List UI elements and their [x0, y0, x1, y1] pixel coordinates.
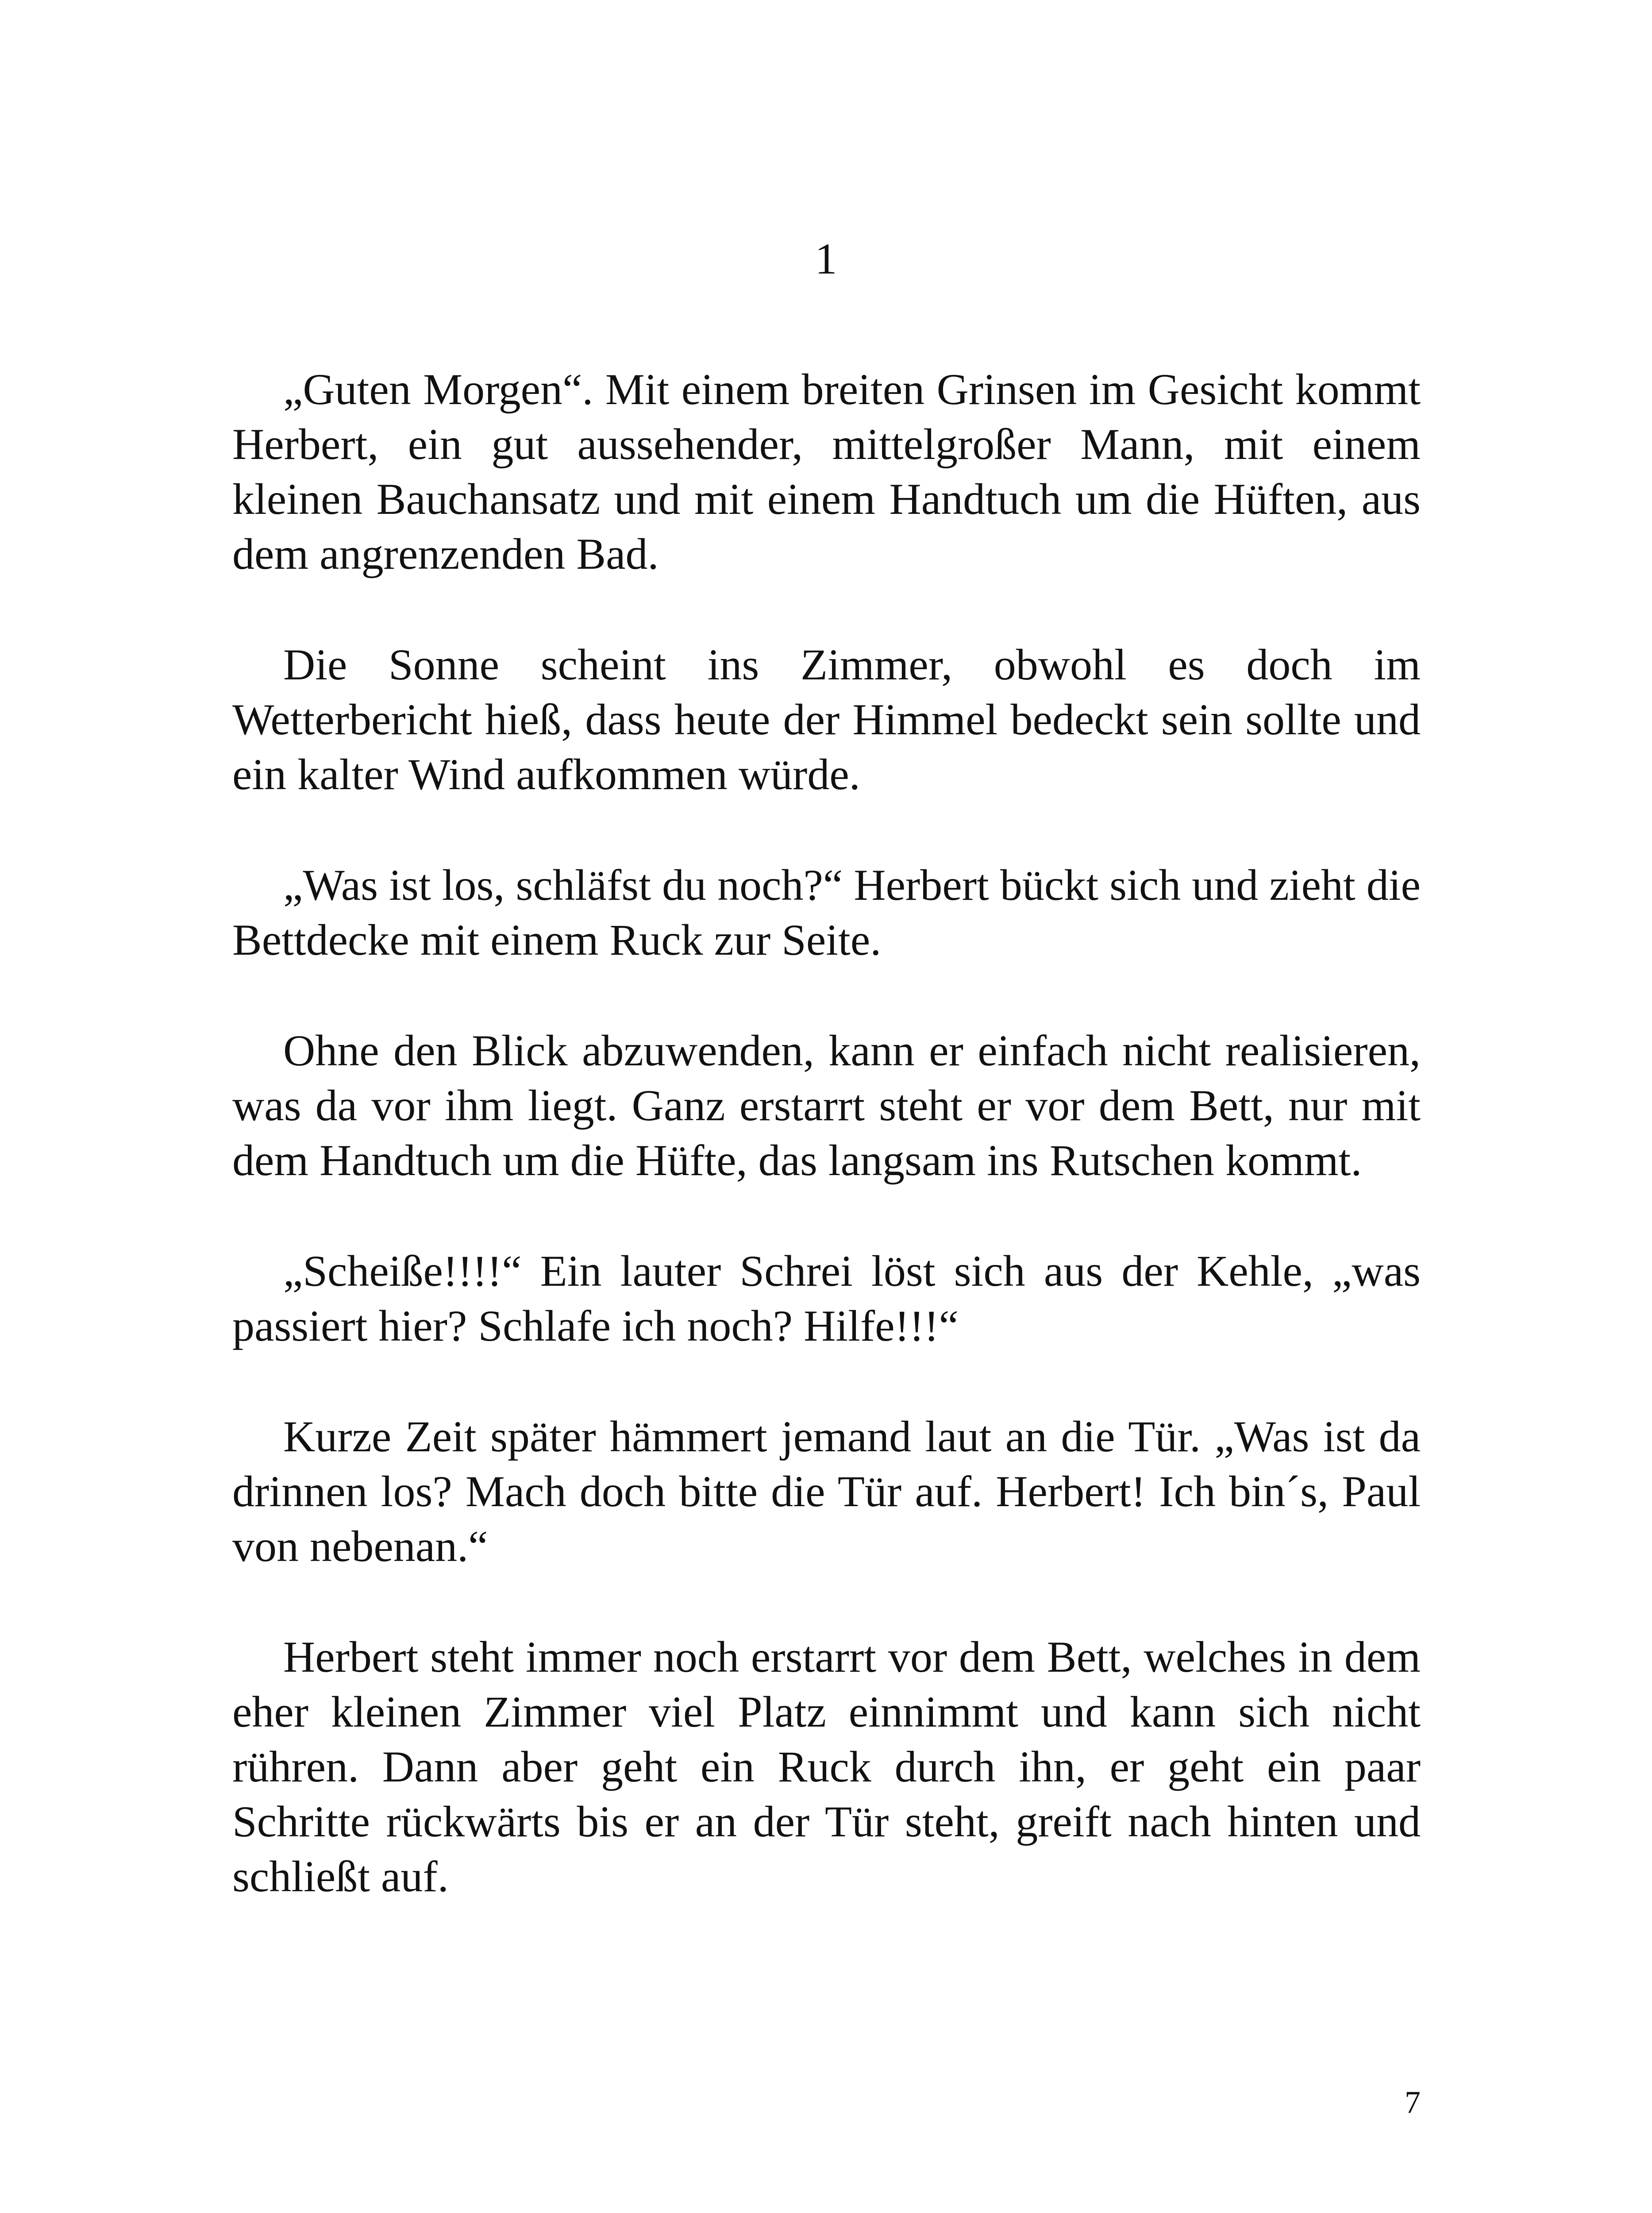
- paragraph: „Was ist los, schläfst du noch?“ Herbert bückt sich und zieht die Bettdecke mit einem Ruck zur Seite.: [232, 860, 1421, 964]
- paragraph: Ohne den Blick abzuwenden, kann er einfach nicht realisieren, was da vor ihm liegt. Ganz erstarrt steht er vor dem Bett, nur mit dem Handtuch um die Hüfte, das langsam ins Rutschen kommt.: [232, 1026, 1421, 1185]
- paragraph: Die Sonne scheint ins Zimmer, obwohl es doch im Wetterbericht hieß, dass heute der Himmel bedeckt sein sollte und ein kalter Wind aufkommen würde.: [232, 640, 1421, 799]
- paragraph: Kurze Zeit später hämmert jemand laut an die Tür. „Was ist da drinnen los? Mach doch bitte die Tür auf. Herbert! Ich bin´s, Paul von nebenan.“: [232, 1412, 1421, 1571]
- paragraph: „Scheiße!!!!“ Ein lauter Schrei löst sich aus der Kehle, „was passiert hier? Schlafe ich noch? Hilfe!!!“: [232, 1246, 1421, 1350]
- page-number: 7: [1405, 2085, 1421, 2120]
- paragraph: „Guten Morgen“. Mit einem breiten Grinsen im Gesicht kommt Herbert, ein gut aussehender, mittelgroßer Mann, mit einem kleinen Bauchansatz und mit einem Handtuch um die Hüften, aus dem angrenzenden Bad.: [232, 365, 1421, 578]
- paragraph: Herbert steht immer noch erstarrt vor dem Bett, welches in dem eher kleinen Zimmer viel Platz einnimmt und kann sich nicht rühren. Dann aber geht ein Ruck durch ihn, er geht ein paar Schritte rückwärts bis er an der Tür steht, greift nach hinten und schließt auf.: [232, 1632, 1421, 1901]
- chapter-number: 1: [815, 234, 837, 283]
- chapter-body: [232, 362, 1421, 1960]
